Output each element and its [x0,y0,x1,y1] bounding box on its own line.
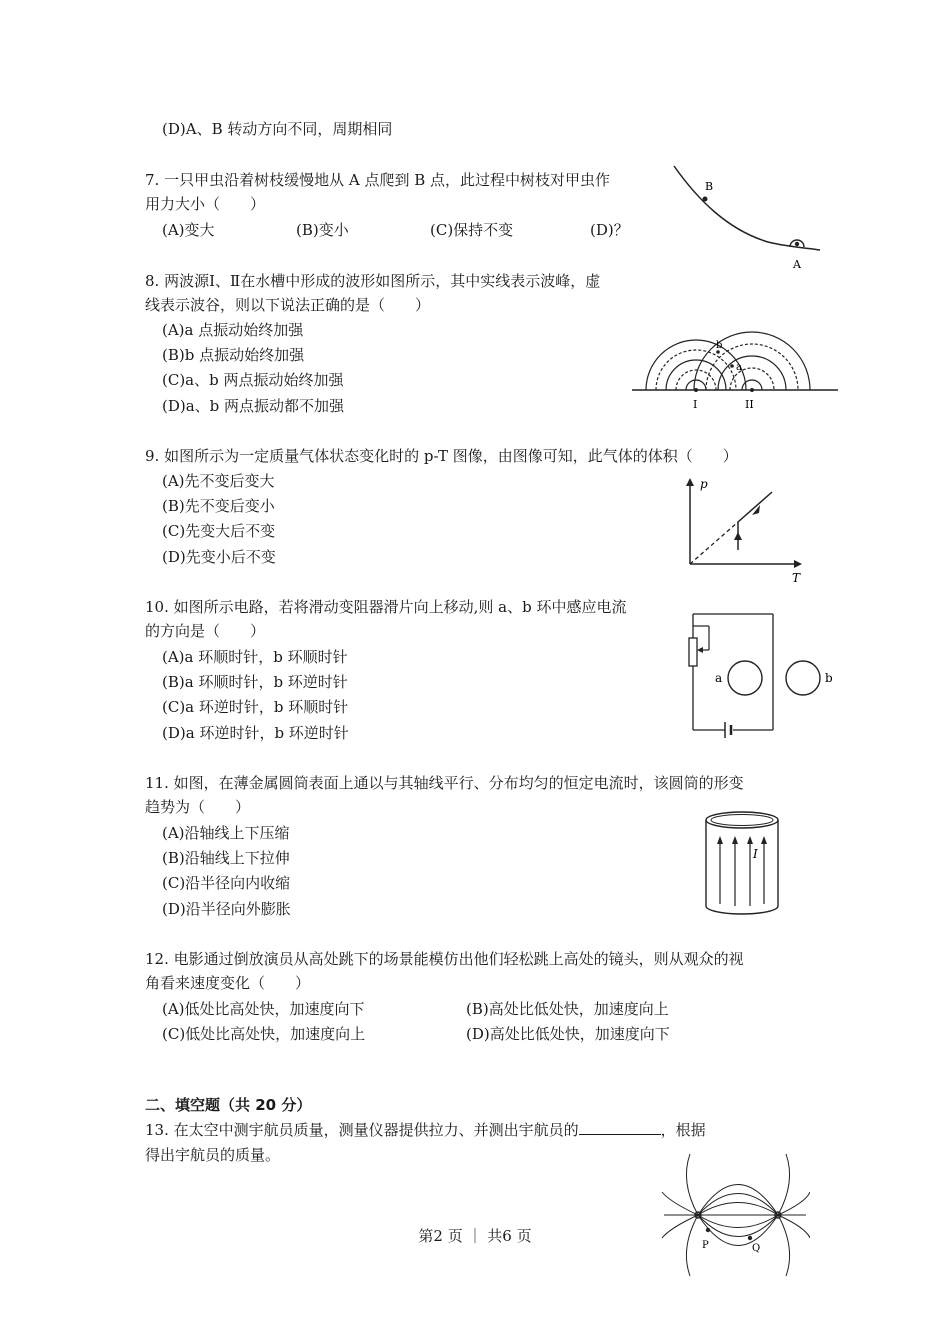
q7-option-d: (D)？ [590,221,629,239]
q11-option-b: (B)沿轴线上下拉伸 [162,849,290,867]
q9-axis-p: p [700,477,708,491]
q7-label-b: B [705,180,714,193]
section-2-title: 二、填空题（共 20 分） [145,1096,312,1114]
q10-option-c: (C)a 环逆时针，b 环顺时针 [162,698,349,716]
q13-label-q: Q [752,1243,761,1254]
q8-stem-line1: 8. 两波源Ⅰ、Ⅱ在水槽中形成的波形如图所示，其中实线表示波峰，虚 [145,272,601,290]
q13-field-lines-figure [660,1152,810,1277]
q12-option-d: (D)高处比低处快，加速度向下 [466,1025,670,1043]
q9-option-a: (A)先不变后变大 [162,472,275,490]
q8-label-source-2: II [745,398,754,411]
q10-option-a: (A)a 环顺时针，b 环顺时针 [162,648,348,666]
q7-branch-figure [668,160,828,275]
q11-option-d: (D)沿半径向外膨胀 [162,900,291,918]
q11-label-current: I [753,847,758,861]
q9-option-d: (D)先变小后不变 [162,548,276,566]
q13-answer-blank[interactable] [579,1120,661,1135]
q10-option-b: (B)a 环顺时针，b 环逆时针 [162,673,348,691]
q8-stem-line2: 线表示波谷，则以下说法正确的是（ ） [145,296,431,314]
page-footer: 第2 页 ｜ 共6 页 [418,1227,532,1245]
q13-stem-pre: 13. 在太空中测宇航员质量，测量仪器提供拉力、并测出宇航员的 [145,1121,579,1139]
q8-option-a: (A)a 点振动始终加强 [162,321,304,339]
q10-stem-line1: 10. 如图所示电路，若将滑动变阻器滑片向上移动,则 a、b 环中感应电流 [145,598,627,616]
q12-stem-line2: 角看来速度变化（ ） [145,974,311,992]
q9-option-c: (C)先变大后不变 [162,522,276,540]
q7-label-a: A [793,258,801,271]
q7-option-c: (C)保持不变 [430,221,514,239]
q11-option-a: (A)沿轴线上下压缩 [162,824,290,842]
q12-stem-line1: 12. 电影通过倒放演员从高处跳下的场景能模仿出他们轻松跳上高处的镜头，则从观众的视 [145,950,744,968]
q11-stem-line1: 11. 如图，在薄金属圆筒表面上通以与其轴线平行、分布均匀的恒定电流时，该圆筒的形变 [145,774,744,792]
q13-stem-line1 [145,1120,706,1140]
q6-option-d: (D)A、B 转动方向不同，周期相同 [162,120,393,138]
q11-stem-line2: 趋势为（ ） [145,798,251,816]
q7-stem-line2: 用力大小（ ） [145,195,266,213]
q11-option-c: (C)沿半径向内收缩 [162,874,291,892]
q10-label-a: a [715,671,723,685]
q9-stem-line1: 9. 如图所示为一定质量气体状态变化时的 p-T 图像，由图像可知，此气体的体积（ ） [145,447,738,465]
q7-option-b: (B)变小 [296,221,349,239]
q12-option-c: (C)低处比高处快，加速度向上 [162,1025,366,1043]
q7-option-a: (A)变大 [162,221,215,239]
q8-label-source-1: I [693,398,698,411]
q9-pT-graph [680,472,810,587]
q8-wave-figure [630,318,840,443]
q12-option-b: (B)高处比低处快，加速度向上 [466,1000,669,1018]
q10-option-d: (D)a 环逆时针，b 环逆时针 [162,724,349,742]
q10-circuit-figure [685,606,845,741]
q8-option-b: (B)b 点振动始终加强 [162,346,305,364]
q7-stem-line1: 7. 一只甲虫沿着树枝缓慢地从 A 点爬到 B 点，此过程中树枝对甲虫作 [145,171,611,189]
q9-option-b: (B)先不变后变小 [162,497,275,515]
q13-label-p: P [702,1240,709,1251]
q8-label-b: b [716,340,723,351]
q8-label-a: a [736,362,742,373]
q9-axis-t: T [792,571,801,585]
q12-option-a: (A)低处比高处快，加速度向下 [162,1000,365,1018]
q13-stem-post: ，根据 [660,1121,706,1139]
q11-cylinder-figure [700,808,785,920]
q10-label-b: b [825,671,833,685]
q8-option-c: (C)a、b 两点振动始终加强 [162,371,344,389]
q13-stem-line2: 得出宇航员的质量。 [145,1146,281,1164]
q8-option-d: (D)a、b 两点振动都不加强 [162,397,345,415]
q10-stem-line2: 的方向是（ ） [145,622,266,640]
